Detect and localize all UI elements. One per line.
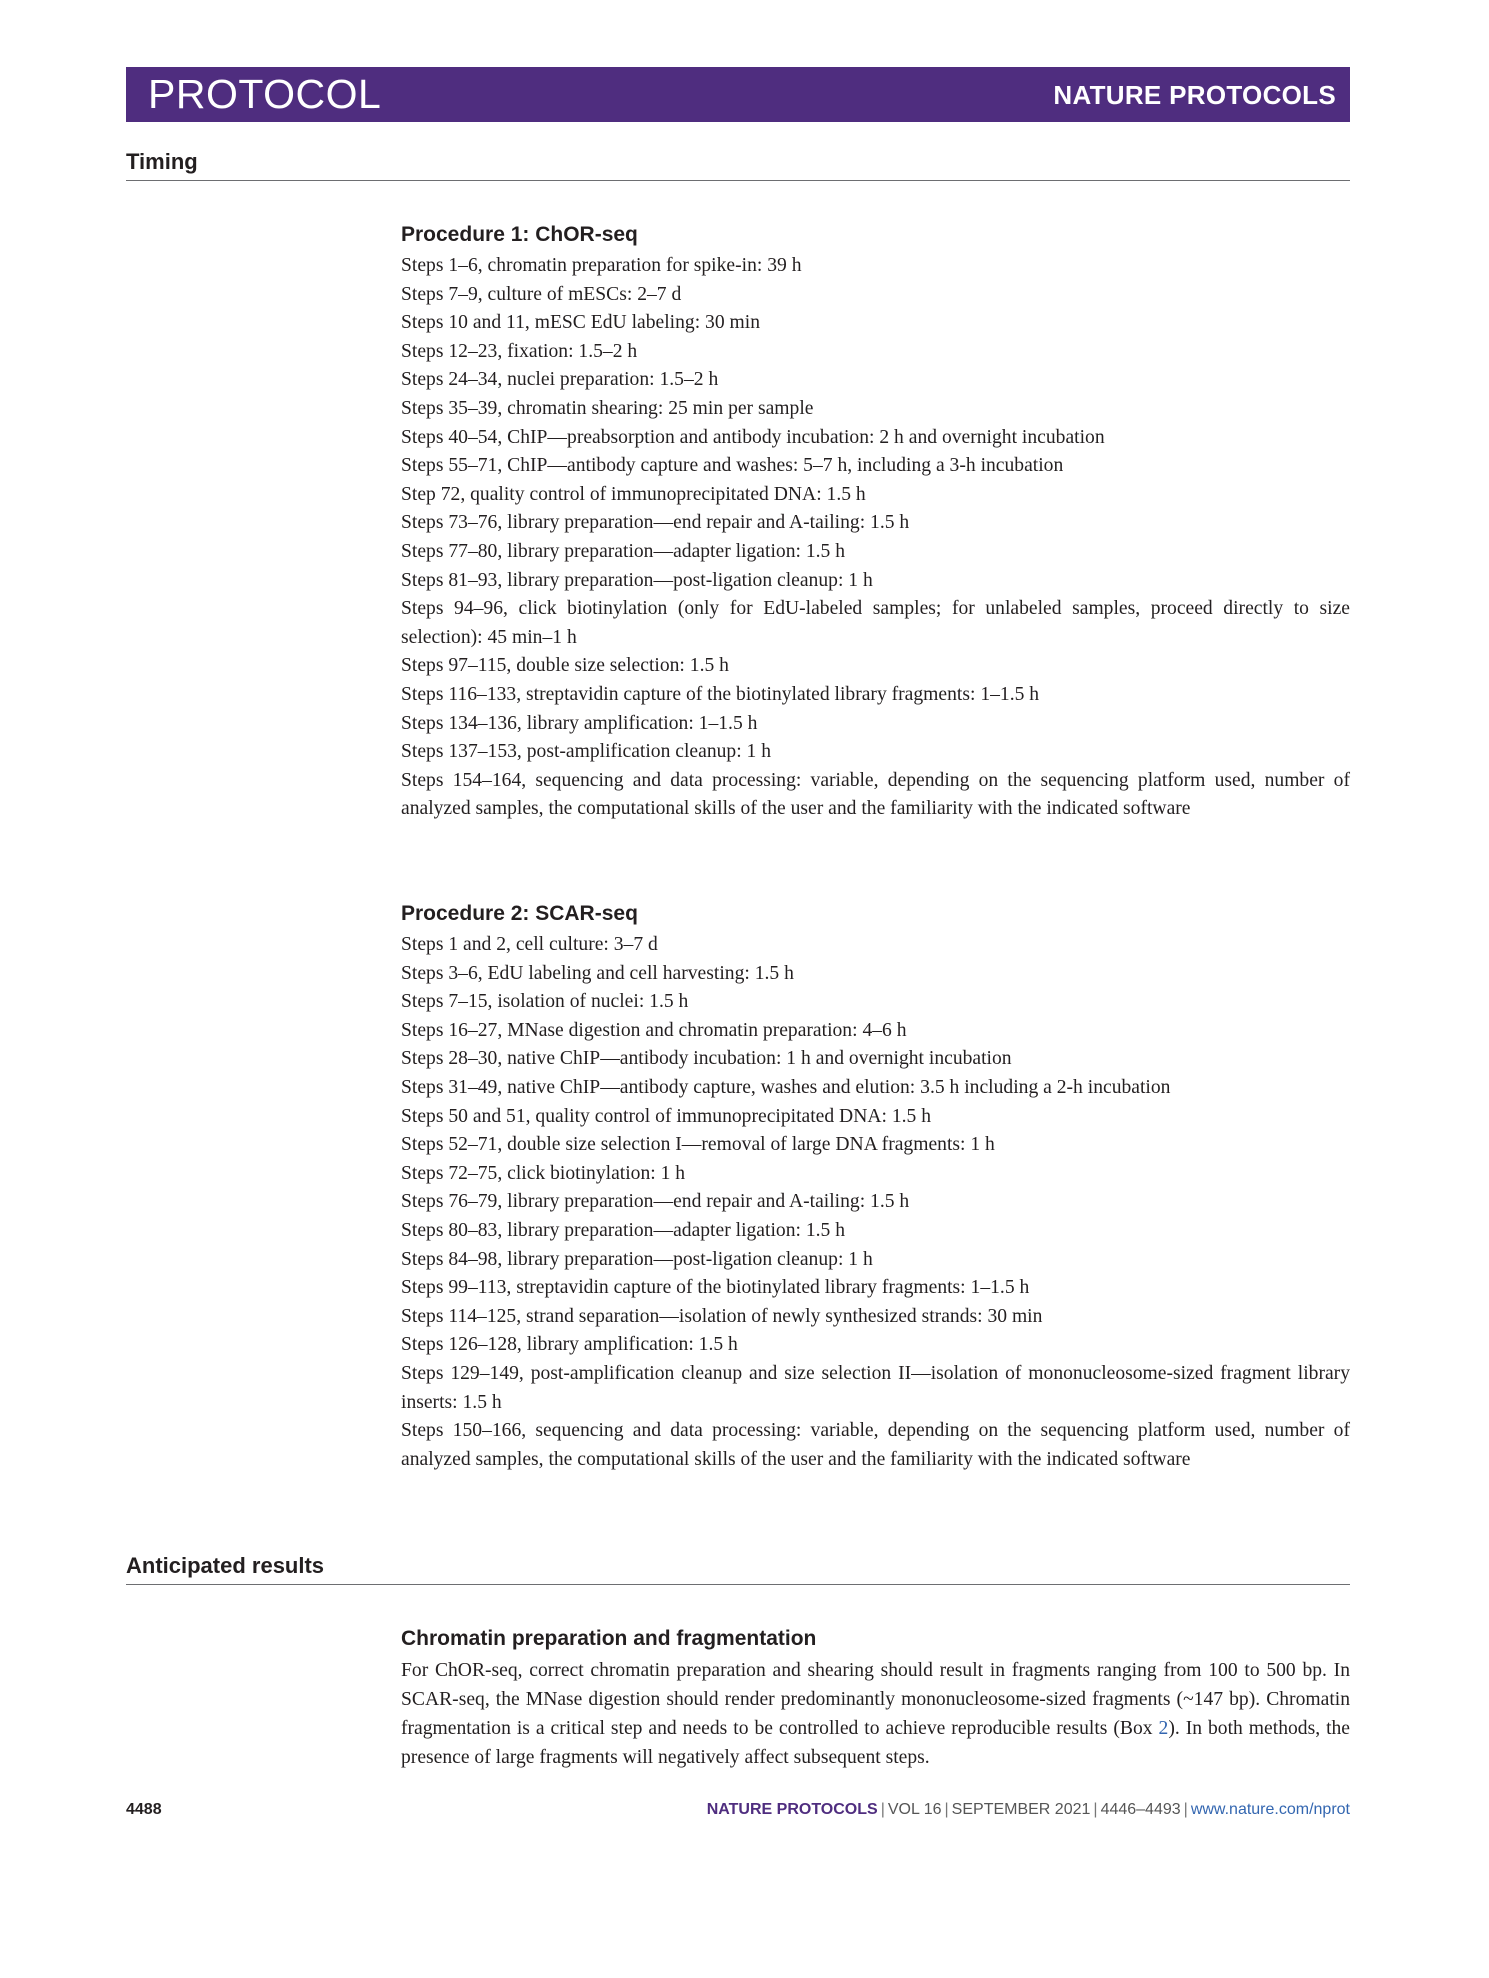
chromatin-subheading: Chromatin preparation and fragmentation	[401, 1627, 817, 1650]
procedure-1-title: Procedure 1: ChOR-seq	[401, 223, 638, 246]
step-line: Steps 84–98, library preparation—post-ligation cleanup: 1 h	[401, 1248, 873, 1270]
chromatin-paragraph	[401, 1656, 1350, 1772]
step-line: Steps 1 and 2, cell culture: 3–7 d	[401, 934, 658, 955]
step-line: Steps 72–75, click biotinylation: 1 h	[401, 1162, 686, 1184]
step-line: Steps 28–30, native ChIP—antibody incubation: 1 h and overnight incubation	[401, 1048, 1012, 1070]
step-line: Steps 114–125, strand separation—isolation of newly synthesized strands: 30 min	[401, 1305, 1043, 1327]
step-line: Steps 94–96, click biotinylation (only for EdU-labeled samples; for unlabeled samples, proceed directly to size selection): 45 min–1 h	[401, 598, 1350, 648]
step-line: Steps 16–27, MNase digestion and chromatin preparation: 4–6 h	[401, 1019, 907, 1041]
citation-line: NATURE PROTOCOLS | VOL 16 | SEPTEMBER 2021 | 4446–4493 | www.nature.com/nprot	[706, 1801, 1350, 1818]
step-line: Steps 31–49, native ChIP—antibody capture, washes and elution: 3.5 h including a 2-h incubation	[401, 1076, 1171, 1098]
journal-name: NATURE PROTOCOLS	[1053, 80, 1336, 110]
step-line: Steps 150–166, sequencing and data processing: variable, depending on the sequencing platform used, number of analyzed samples, the computational skills of the user and the familiarity with the indicated software	[401, 1420, 1350, 1470]
step-line: Steps 35–39, chromatin shearing: 25 min per sample	[401, 397, 814, 419]
header-banner	[126, 67, 1350, 122]
step-line: Steps 126–128, library amplification: 1.5 h	[401, 1334, 738, 1356]
procedure-2-steps	[401, 931, 1350, 1474]
box-reference-link[interactable]: 2	[1158, 1718, 1169, 1739]
step-line: Steps 50 and 51, quality control of immunoprecipitated DNA: 1.5 h	[401, 1105, 932, 1127]
step-line: Step 72, quality control of immunoprecipitated DNA: 1.5 h	[401, 483, 866, 505]
procedure-1-block	[401, 220, 1350, 824]
footer-journal: NATURE PROTOCOLS	[706, 1801, 878, 1818]
step-line: Steps 129–149, post-amplification cleanup and size selection II—isolation of mononucleosome-sized fragment library inserts: 1.5 h	[401, 1362, 1350, 1413]
procedure-1-steps	[401, 252, 1350, 824]
step-line: Steps 116–133, streptavidin capture of the biotinylated library fragments: 1–1.5 h	[401, 683, 1040, 705]
step-line: Steps 76–79, library preparation—end repair and A-tailing: 1.5 h	[401, 1191, 910, 1213]
step-line: Steps 52–71, double size selection I—removal of large DNA fragments: 1 h	[401, 1134, 995, 1156]
step-line: Steps 55–71, ChIP—antibody capture and washes: 5–7 h, including a 3-h incubation	[401, 455, 1064, 477]
step-line: Steps 80–83, library preparation—adapter ligation: 1.5 h	[401, 1219, 846, 1241]
anticipated-results-heading: Anticipated results	[126, 1552, 1350, 1585]
step-line: Steps 24–34, nuclei preparation: 1.5–2 h	[401, 369, 719, 391]
step-line: Steps 81–93, library preparation—post-ligation cleanup: 1 h	[401, 569, 873, 591]
page-footer	[126, 1797, 1350, 1823]
step-line: Steps 73–76, library preparation—end repair and A-tailing: 1.5 h	[401, 512, 910, 534]
procedure-2-block	[401, 899, 1350, 1474]
timing-heading: Timing	[126, 148, 1350, 181]
paragraph-text-start: For ChOR-seq, correct chromatin preparation and shearing should result in fragments ranging from 100 to 500 bp. In SCAR-seq, the MNase digestion should render predominantly mononucleosome-sized fragments (~147 bp). Chromatin fragmentation is a critical step and needs to be controlled to achieve reproducible results (Box	[401, 1660, 1350, 1739]
step-line: Steps 77–80, library preparation—adapter ligation: 1.5 h	[401, 540, 846, 562]
step-line: Steps 7–9, culture of mESCs: 2–7 d	[401, 283, 682, 305]
step-line: Steps 97–115, double size selection: 1.5 h	[401, 655, 729, 677]
anticipated-results-block	[401, 1624, 1350, 1772]
procedure-2-title: Procedure 2: SCAR-seq	[401, 902, 638, 925]
step-line: Steps 3–6, EdU labeling and cell harvesting: 1.5 h	[401, 962, 794, 984]
footer-pages: 4446–4493	[1100, 1801, 1181, 1818]
section-label: PROTOCOL	[148, 71, 382, 117]
step-line: Steps 137–153, post-amplification cleanup: 1 h	[401, 741, 772, 763]
step-line: Steps 10 and 11, mESC EdU labeling: 30 min	[401, 312, 761, 334]
footer-volume: VOL 16	[887, 1801, 942, 1818]
step-line: Steps 1–6, chromatin preparation for spike-in: 39 h	[401, 255, 802, 276]
footer-date: SEPTEMBER 2021	[951, 1801, 1091, 1818]
step-line: Steps 40–54, ChIP—preabsorption and antibody incubation: 2 h and overnight incubation	[401, 426, 1105, 448]
step-line: Steps 7–15, isolation of nuclei: 1.5 h	[401, 991, 689, 1013]
step-line: Steps 134–136, library amplification: 1–1.5 h	[401, 712, 758, 734]
footer-url-link[interactable]: www.nature.com/nprot	[1190, 1801, 1350, 1818]
page-number: 4488	[126, 1801, 162, 1818]
step-line: Steps 154–164, sequencing and data processing: variable, depending on the sequencing platform used, number of analyzed samples, the computational skills of the user and the familiarity with the indicated software	[401, 769, 1350, 820]
step-line: Steps 99–113, streptavidin capture of the biotinylated library fragments: 1–1.5 h	[401, 1277, 1030, 1299]
paragraph-text-end: ). In both methods, the presence of large fragments will negatively affect subsequent steps.	[401, 1718, 1351, 1768]
step-line: Steps 12–23, fixation: 1.5–2 h	[401, 340, 638, 362]
